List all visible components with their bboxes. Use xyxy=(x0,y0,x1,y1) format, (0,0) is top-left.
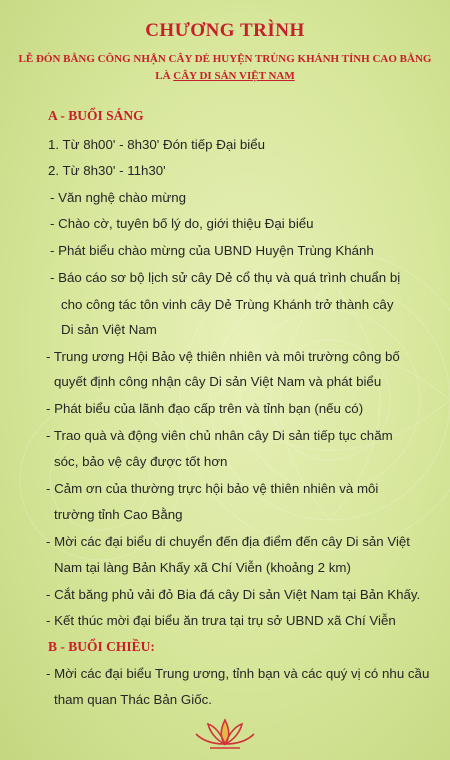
program-line: - Cắt băng phủ vải đỏ Bia đá cây Di sản Việt Nam tại Bản Khấy. xyxy=(46,587,421,602)
program-line: sóc, bảo vệ cây được tốt hơn xyxy=(54,454,228,469)
program-line: 1. Từ 8h00' - 8h30' Đón tiếp Đại biểu xyxy=(48,137,266,152)
program-line: - Mời các đại biểu di chuyển đến địa điểm đến cây Di sản Việt xyxy=(46,534,410,549)
program-line: - Cảm ơn của thường trực hội bảo vệ thiên nhiên và môi xyxy=(46,481,379,496)
program-line: - Phát biểu chào mừng của UBND Huyện Trùng Khánh xyxy=(50,243,374,258)
subtitle-prefix: LÀ xyxy=(155,70,174,82)
program-line: - Phát biểu của lãnh đạo cấp trên và tỉnh bạn (nếu có) xyxy=(46,401,364,416)
program-line: cho công tác tôn vinh cây Dẻ Trùng Khánh trở thành cây xyxy=(61,297,394,312)
program-line: - Trao quà và động viên chủ nhân cây Di sản tiếp tục chăm xyxy=(46,428,393,443)
event-subtitle-line2 xyxy=(0,70,450,82)
program-line: - Kết thúc mời đại biểu ăn trưa tại trụ sở UBND xã Chí Viễn xyxy=(46,613,396,628)
morning-heading: A - BUỔI SÁNG xyxy=(48,108,144,123)
program-line: - Chào cờ, tuyên bố lý do, giới thiệu Đại biểu xyxy=(50,216,314,231)
program-line: trường tỉnh Cao Bằng xyxy=(54,507,183,522)
program-line: tham quan Thác Bản Giốc. xyxy=(54,692,212,707)
lotus-ornament xyxy=(190,712,260,752)
program-line: - Văn nghệ chào mừng xyxy=(50,190,187,205)
event-subtitle-line1: LỄ ĐÓN BẰNG CÔNG NHẬN CÂY DẺ HUYỆN TRÙNG KHÁNH TỈNH CAO BẰNG xyxy=(18,53,432,65)
program-line: Di sản Việt Nam xyxy=(61,322,157,337)
program-line: - Trung ương Hội Bảo vệ thiên nhiên và môi trường công bố xyxy=(46,349,400,364)
program-line: Nam tại làng Bản Khấy xã Chí Viễn (khoảng 2 km) xyxy=(54,560,351,575)
program-line: - Báo cáo sơ bộ lịch sử cây Dẻ cổ thụ và quá trình chuẩn bị xyxy=(50,270,401,285)
program-line: quyết định công nhận cây Di sản Việt Nam và phát biểu xyxy=(54,374,382,389)
page-title: CHƯƠNG TRÌNH xyxy=(145,20,305,41)
program-line: 2. Từ 8h30' - 11h30' xyxy=(48,163,166,178)
subtitle-underlined: CÂY DI SẢN VIỆT NAM xyxy=(173,70,295,82)
afternoon-heading: B - BUỔI CHIỀU: xyxy=(48,639,155,654)
program-line: - Mời các đại biểu Trung ương, tỉnh bạn và các quý vị có nhu cầu xyxy=(46,666,430,681)
